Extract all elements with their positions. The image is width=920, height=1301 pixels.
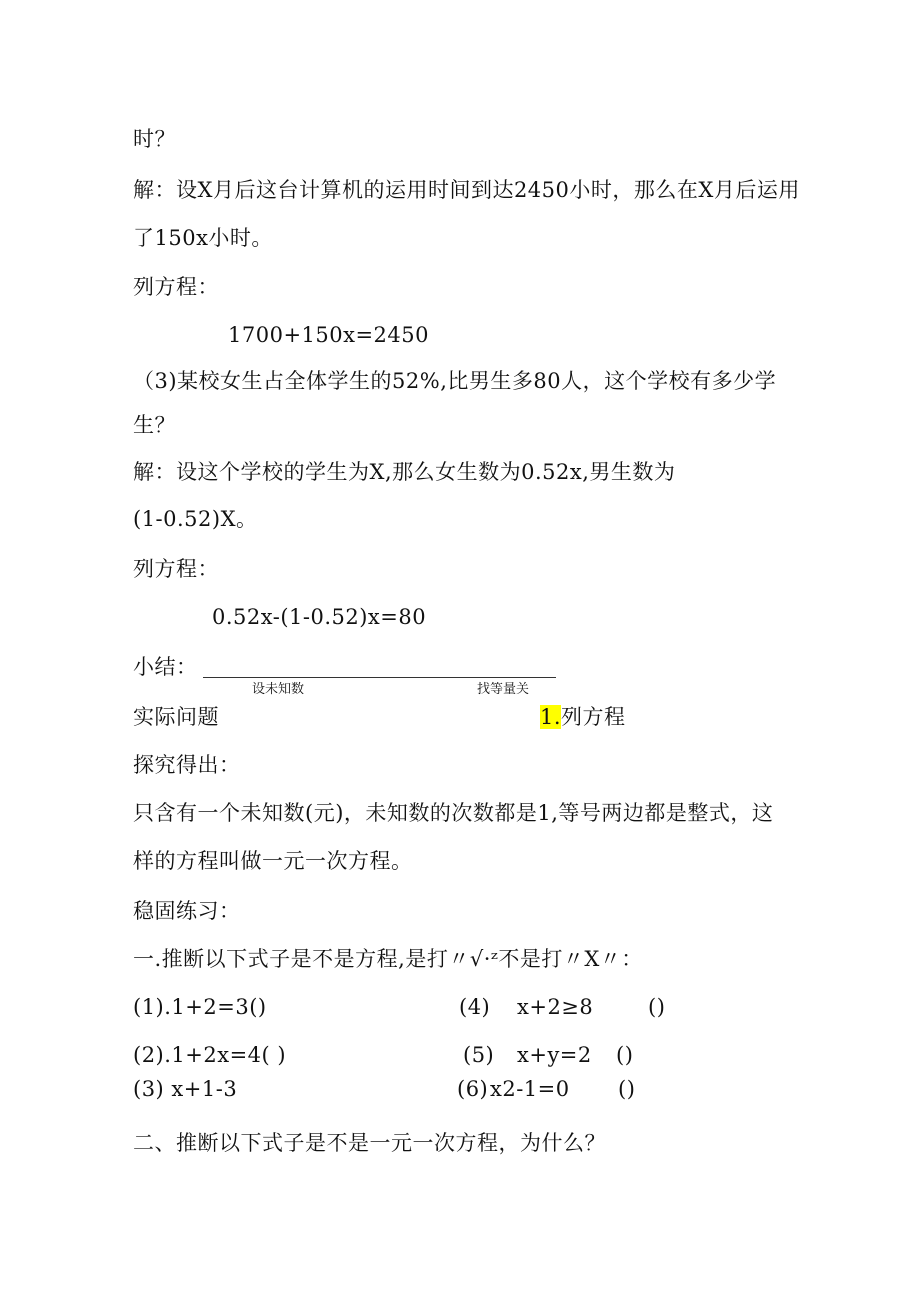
text-line-10: 列方程： — [133, 557, 219, 581]
item-right-label-4: (4) — [459, 995, 491, 1019]
item-right-paren-4: () — [648, 995, 666, 1019]
item-right-expr-5: x+y=2 — [517, 1043, 592, 1067]
item-left-3: (3) x+1-3 — [133, 1077, 238, 1101]
summary-label: 小结： — [133, 655, 198, 679]
equation-1: 1700+150x=2450 — [228, 323, 430, 347]
item-left-1: (1).1+2=3() — [133, 995, 267, 1019]
practice-heading: 稳固练习： — [133, 899, 241, 923]
explore-paragraph-line-1: 只含有一个未知数(元)，未知数的次数都是1,等号两边都是整式，这 — [133, 801, 774, 825]
summary-underline — [203, 677, 556, 678]
summary-right — [540, 704, 626, 730]
summary-note-right: 找等量关 — [477, 682, 530, 697]
text-line-1: 时？ — [133, 127, 176, 151]
explore-paragraph-line-2: 样的方程叫做一元一次方程。 — [133, 849, 413, 873]
summary-left-text: 实际问题 — [133, 705, 219, 729]
question-2: 二、推断以下式子是不是一元一次方程，为什么？ — [133, 1131, 606, 1155]
text-line-7: 生？ — [133, 413, 176, 437]
question-1: 一.推断以下式子是不是方程,是打〃√·ᶻ不是打〃X〃： — [133, 947, 643, 971]
text-line-3: 了150x小时。 — [133, 226, 273, 250]
text-line-9: (1-0.52)X。 — [133, 507, 258, 531]
item-right-paren-6: () — [618, 1077, 636, 1101]
explore-heading: 探究得出： — [133, 753, 241, 777]
item-right-label-5: (5) — [463, 1043, 495, 1067]
item-right-paren-5: () — [616, 1043, 634, 1067]
text-line-8: 解：设这个学校的学生为X,那么女生数为0.52x,男生数为 — [133, 460, 676, 484]
item-right-expr-6: x2-1=0 — [490, 1077, 570, 1101]
item-left-2: (2).1+2x=4( ) — [133, 1043, 287, 1067]
highlighted-number: 1. — [540, 705, 562, 729]
item-right-expr-4: x+2≥8 — [517, 995, 594, 1019]
text-line-4: 列方程： — [133, 275, 219, 299]
item-right-label-6: (6) — [457, 1077, 489, 1101]
text-line-2: 解：设X月后这台计算机的运用时间到达2450小时，那么在X月后运用 — [133, 178, 800, 202]
equation-2: 0.52x-(1-0.52)x=80 — [212, 605, 427, 629]
text-line-6: （3)某校女生占全体学生的52%,比男生多80人，这个学校有多少学 — [133, 369, 777, 393]
summary-right-text: 列方程 — [561, 705, 626, 729]
summary-note-left: 设未知数 — [252, 682, 305, 697]
